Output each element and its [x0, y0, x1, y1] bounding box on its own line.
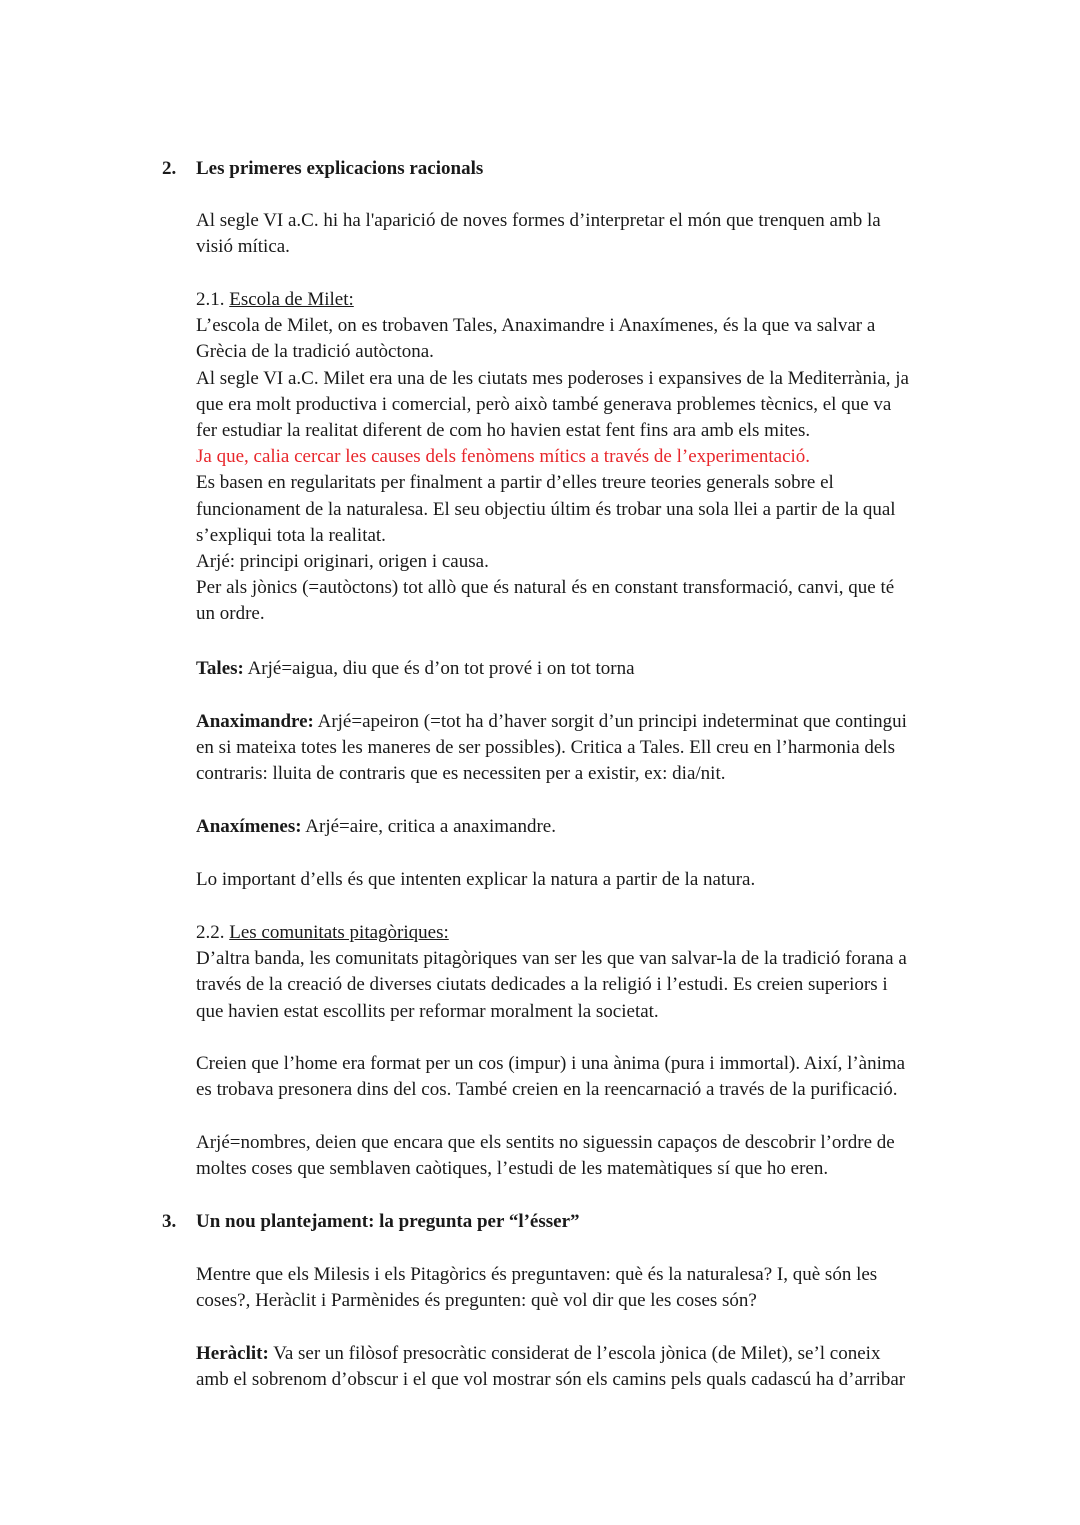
text-line: en si mateixa totes les maneres de ser possibles). Critica a Tales. Ell creu en l’harmonia dels — [196, 737, 895, 759]
pitagorics-paragraph-3 — [196, 1130, 956, 1182]
text-line: D’altra banda, les comunitats pitagòriques van ser les que van salvar-la de la tradició forana a — [196, 948, 907, 970]
text-line: Lo important d’ells és que intenten explicar la natura a partir de la natura. — [196, 869, 756, 890]
text-line: Al segle VI a.C. Milet era una de les ciutats mes poderoses i expansives de la Mediterrània, ja — [196, 367, 909, 389]
highlighted-line: Ja que, calia cercar les causes dels fenòmens mítics a través de l’experimentació. — [196, 446, 811, 468]
text-line: través de la creació de diverses ciutats dedicades a la religió i l’estudi. Es creien superiors i — [196, 974, 888, 996]
text-line: s’expliqui tota la realitat. — [196, 524, 386, 546]
subsection-heading — [196, 920, 956, 946]
subsection-number: 2.1. — [196, 289, 225, 310]
tales-paragraph — [196, 656, 956, 682]
text-line: es trobava presonera dins del cos. També creien en la reencarnació a través de la purificació. — [196, 1079, 898, 1101]
text-line: funcionament de la naturalesa. El seu objectiu últim és trobar una sola llei a partir de la qual — [196, 498, 896, 520]
text-line: Arjé=nombres, deien que encara que els sentits no siguessin capaços de descobrir l’ordre de — [196, 1132, 895, 1153]
philosopher-text: Va ser un filòsof presocràtic considerat de l’escola jònica (de Milet), se’l coneix — [268, 1343, 881, 1364]
text-line: fer estudiar la realitat diferent de com ho havien estat fent fins ara amb els mites. — [196, 420, 811, 442]
subsection-title: Les comunitats pitagòriques: — [229, 922, 449, 943]
philosopher-name: Anaxímenes: — [196, 816, 302, 837]
philosopher-name: Anaximandre: — [196, 711, 314, 732]
text-line: visió mítica. — [196, 236, 290, 258]
text-line: contraris: lluita de contraris que es necessiten per a existir, ex: dia/nit. — [196, 763, 726, 785]
text-line — [196, 814, 956, 840]
text-line: Es basen en regularitats per finalment a partir d’elles treure teories generals sobre el — [196, 472, 834, 494]
section-title: Un nou plantejament: la pregunta per “l’ésser” — [196, 1211, 580, 1232]
text-line: que era molt productiva i comercial, però això també generava problemes tècnics, el que va — [196, 393, 892, 415]
text-line: coses?, Heràclit i Parmènides és pregunten: què vol dir que les coses són? — [196, 1290, 757, 1312]
section-number: 2. — [162, 158, 177, 179]
philosopher-text: Arjé=aigua, diu que és d’on tot prové i on tot torna — [243, 658, 635, 679]
text-line — [196, 656, 956, 682]
section-2-heading — [162, 156, 483, 182]
text-line: Per als jònics (=autòctons) tot allò que és natural és en constant transformació, canvi, que té — [196, 577, 895, 599]
section-title: Les primeres explicacions racionals — [196, 158, 484, 179]
text-line: Mentre que els Milesis i els Pitagòrics és preguntaven: què és la naturalesa? I, què són les — [196, 1264, 878, 1285]
philosopher-text: Arjé=aire, critica a anaximandre. — [301, 816, 556, 837]
subsection-number: 2.2. — [196, 922, 225, 943]
anaximandre-paragraph — [196, 709, 956, 788]
text-line — [196, 709, 956, 735]
text-line: moltes coses que semblaven caòtiques, l’estudi de les matemàtiques sí que ho eren. — [196, 1158, 829, 1180]
subsection-2-2 — [196, 920, 956, 1025]
text-line: L’escola de Milet, on es trobaven Tales, Anaximandre i Anaxímenes, és la que va salvar a — [196, 315, 876, 337]
section-number: 3. — [162, 1211, 177, 1232]
subsection-title: Escola de Milet: — [229, 289, 354, 310]
text-line — [196, 1341, 956, 1367]
heraclit-paragraph — [196, 1341, 956, 1393]
anaximenes-paragraph — [196, 814, 956, 840]
section-3-intro — [196, 1262, 956, 1314]
subsection-2-1 — [196, 287, 956, 628]
subsection-heading — [196, 287, 956, 313]
philosopher-text: Arjé=apeiron (=tot ha d’haver sorgit d’un principi indeterminat que contingui — [313, 711, 907, 732]
text-line: Grècia de la tradició autòctona. — [196, 341, 434, 363]
philosopher-name: Heràclit: — [196, 1343, 269, 1364]
text-line: Arjé: principi originari, origen i causa. — [196, 551, 489, 573]
section-2-intro — [196, 208, 956, 260]
text-line: un ordre. — [196, 603, 265, 625]
milet-conclusion — [196, 867, 956, 893]
philosopher-name: Tales: — [196, 658, 244, 679]
section-3-heading — [162, 1209, 580, 1235]
text-line: que havien estat escollits per reformar moralment la societat. — [196, 1000, 659, 1022]
text-line: Creien que l’home era format per un cos (impur) i una ànima (pura i immortal). Així, l’ànima — [196, 1053, 906, 1074]
pitagorics-paragraph-2 — [196, 1051, 956, 1103]
text-line: amb el sobrenom d’obscur i el que vol mostrar són els camins pels quals cadascú ha d’arribar — [196, 1369, 906, 1391]
text-line: Al segle VI a.C. hi ha l'aparició de noves formes d’interpretar el món que trenquen amb la — [196, 210, 881, 231]
